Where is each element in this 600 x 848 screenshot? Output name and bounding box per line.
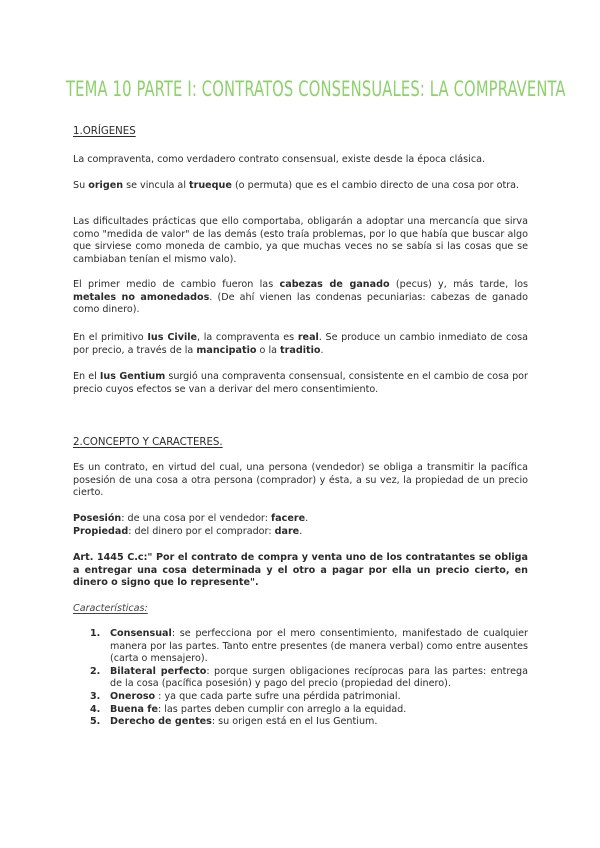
paragraph [73, 332, 528, 357]
text: : de una cosa por el vendedor: [121, 513, 271, 524]
bold-term: cabezas de ganado [279, 279, 390, 290]
bold-term: Ius Civile [147, 332, 198, 343]
page-title: TEMA 10 PARTE I: CONTRATOS CONSENSUALES: LA COMPRAVENTA [66, 77, 566, 101]
text: . (De ahí vienen las condenas pecuniarias: cabezas de ganado como dinero). [73, 291, 528, 316]
list-number: 1. [90, 628, 101, 639]
bold-term: facere [271, 513, 306, 524]
paragraph [73, 371, 528, 396]
bold-term: Oneroso [110, 690, 156, 702]
text: : del dinero por el comprador: [128, 526, 275, 537]
text: Su [73, 180, 89, 191]
section-1-heading: 1.ORÍGENES [73, 126, 136, 137]
bold-term: metales no amonedados [73, 291, 210, 303]
bold-term: real [297, 332, 319, 343]
text: : las partes deben cumplir con arreglo a la equidad. [157, 703, 407, 715]
bold-term: Derecho de gentes [110, 716, 212, 728]
text: (o permuta) que es el cambio directo de una cosa por otra. [231, 180, 520, 191]
paragraph [73, 180, 528, 193]
bold-term: mancipatio [196, 344, 257, 356]
list-item [90, 691, 528, 704]
characteristics-list [90, 628, 528, 729]
bold-term: Bilateral perfecto [110, 665, 207, 677]
text: : se perfecciona por el mero consentimiento, manifestado de cualquier manera por las partes. Tanto entre presentes (de manera verbal) como entre ausentes (carta o mensajero). [110, 628, 528, 665]
paragraph [73, 279, 528, 317]
list-number: 5. [90, 716, 101, 728]
bold-term: trueque [189, 180, 232, 191]
bold-term: Propiedad [73, 526, 129, 537]
text: . [305, 513, 309, 524]
article-quote: Art. 1445 C.c:" Por el contrato de compra y venta uno de los contratantes se obliga a entregar una cosa determinada y el otro a pagar por ella un precio cierto, en dinero o signo que lo represente". [73, 552, 528, 589]
bold-term: traditio [280, 344, 321, 356]
section-2-heading: 2.CONCEPTO Y CARACTERES. [73, 437, 223, 448]
text: . [299, 526, 303, 537]
paragraph: La compraventa, como verdadero contrato consensual, existe desde la época clásica. [73, 154, 486, 165]
bold-term: Buena fe [110, 703, 158, 715]
list-number: 3. [90, 690, 101, 702]
text: se vincula al [123, 180, 190, 191]
list-item [90, 716, 528, 729]
propiedad-line [73, 526, 528, 539]
paragraph: Es un contrato, en virtud del cual, una persona (vendedor) se obliga a transmitir la pacífica posesión de una cosa a otra persona (comprador) y ésta, a su vez, la propiedad de un precio cierto. [73, 462, 528, 499]
text: . Se produce un cambio inmediato de cosa por precio, a través de la [73, 332, 528, 356]
text: . [320, 344, 324, 356]
text: En el [73, 371, 100, 382]
bold-term: Consensual [110, 628, 172, 639]
bold-term: origen [88, 180, 124, 191]
text: (pecus) y, más tarde, los [389, 279, 528, 290]
text: : ya que cada parte sufre una pérdida patrimonial. [155, 690, 401, 702]
list-number: 2. [90, 665, 101, 677]
posesion-line [73, 513, 528, 526]
text: : porque surgen obligaciones recíprocas para las partes: entrega de la cosa (pacífica posesión) y pago del precio (propiedad del dinero). [110, 665, 528, 690]
text: : su origen está en el Ius Gentium. [211, 716, 378, 728]
text: , la compraventa es [197, 332, 298, 343]
bold-term: Ius Gentium [99, 371, 166, 382]
text: surgió una compraventa consensual, consistente en el cambio de cosa por precio cuyos efectos se van a derivar del mero consentimiento. [73, 371, 528, 395]
text: o la [256, 344, 281, 356]
list-item [90, 704, 528, 717]
text: En el primitivo [73, 332, 148, 343]
characteristics-heading-text: Características: [73, 603, 148, 614]
list-item [90, 666, 528, 691]
paragraph: Las dificultades prácticas que ello comportaba, obligarán a adoptar una mercancía que sirva como "medida de valor" de las demás (esto traía problemas, por lo que había que buscar algo que sirviese como moneda de cambio, ya que muchas veces no se sabía si las cosas que se cambiaban tenían el mismo valo). [73, 216, 528, 265]
bold-term: dare [274, 526, 300, 537]
list-number: 4. [90, 703, 101, 715]
text: El primer medio de cambio fueron las [73, 279, 280, 290]
list-item [90, 628, 528, 666]
characteristics-heading [73, 603, 528, 616]
bold-term: Posesión [73, 513, 122, 524]
